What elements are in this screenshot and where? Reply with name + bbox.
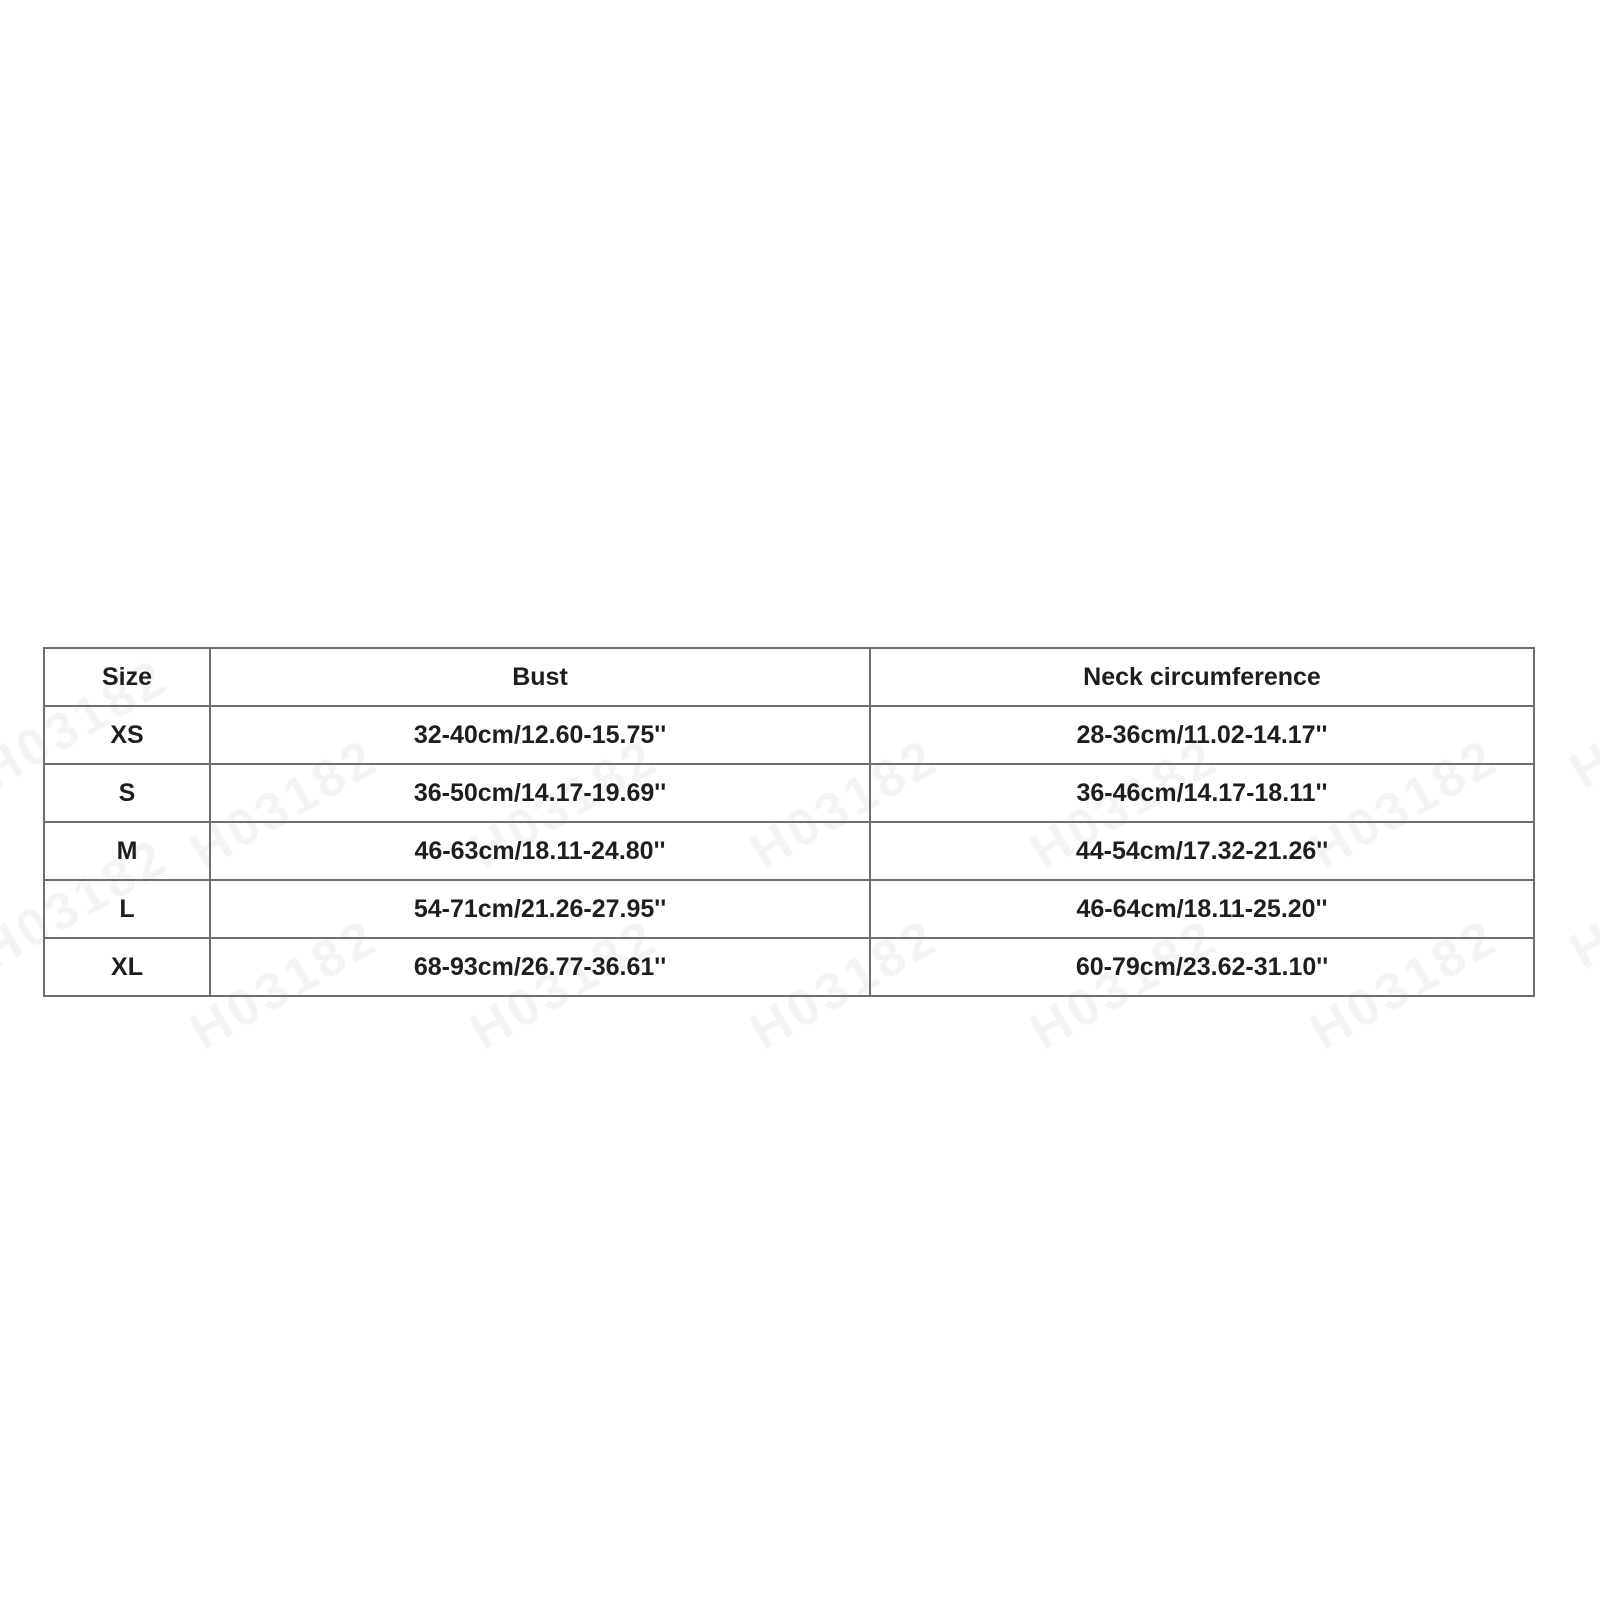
size-cell: L	[44, 880, 210, 938]
bust-cell: 54-71cm/21.26-27.95''	[210, 880, 870, 938]
neck-cell: 36-46cm/14.17-18.11''	[870, 764, 1534, 822]
table-row	[44, 938, 1534, 996]
header-size: Size	[44, 648, 210, 706]
neck-cell: 60-79cm/23.62-31.10''	[870, 938, 1534, 996]
size-cell: XS	[44, 706, 210, 764]
table-row	[44, 880, 1534, 938]
table-header-row	[44, 648, 1534, 706]
table-row	[44, 822, 1534, 880]
size-cell: M	[44, 822, 210, 880]
table-row	[44, 706, 1534, 764]
header-neck-circumference: Neck circumference	[870, 648, 1534, 706]
header-bust: Bust	[210, 648, 870, 706]
neck-cell: 28-36cm/11.02-14.17''	[870, 706, 1534, 764]
bust-cell: 32-40cm/12.60-15.75''	[210, 706, 870, 764]
neck-cell: 46-64cm/18.11-25.20''	[870, 880, 1534, 938]
watermark	[1560, 827, 1600, 982]
neck-cell: 44-54cm/17.32-21.26''	[870, 822, 1534, 880]
watermark	[1560, 647, 1600, 802]
size-cell: XL	[44, 938, 210, 996]
table-row	[44, 764, 1534, 822]
bust-cell: 36-50cm/14.17-19.69''	[210, 764, 870, 822]
size-chart-table	[43, 647, 1535, 997]
size-cell: S	[44, 764, 210, 822]
bust-cell: 68-93cm/26.77-36.61''	[210, 938, 870, 996]
bust-cell: 46-63cm/18.11-24.80''	[210, 822, 870, 880]
